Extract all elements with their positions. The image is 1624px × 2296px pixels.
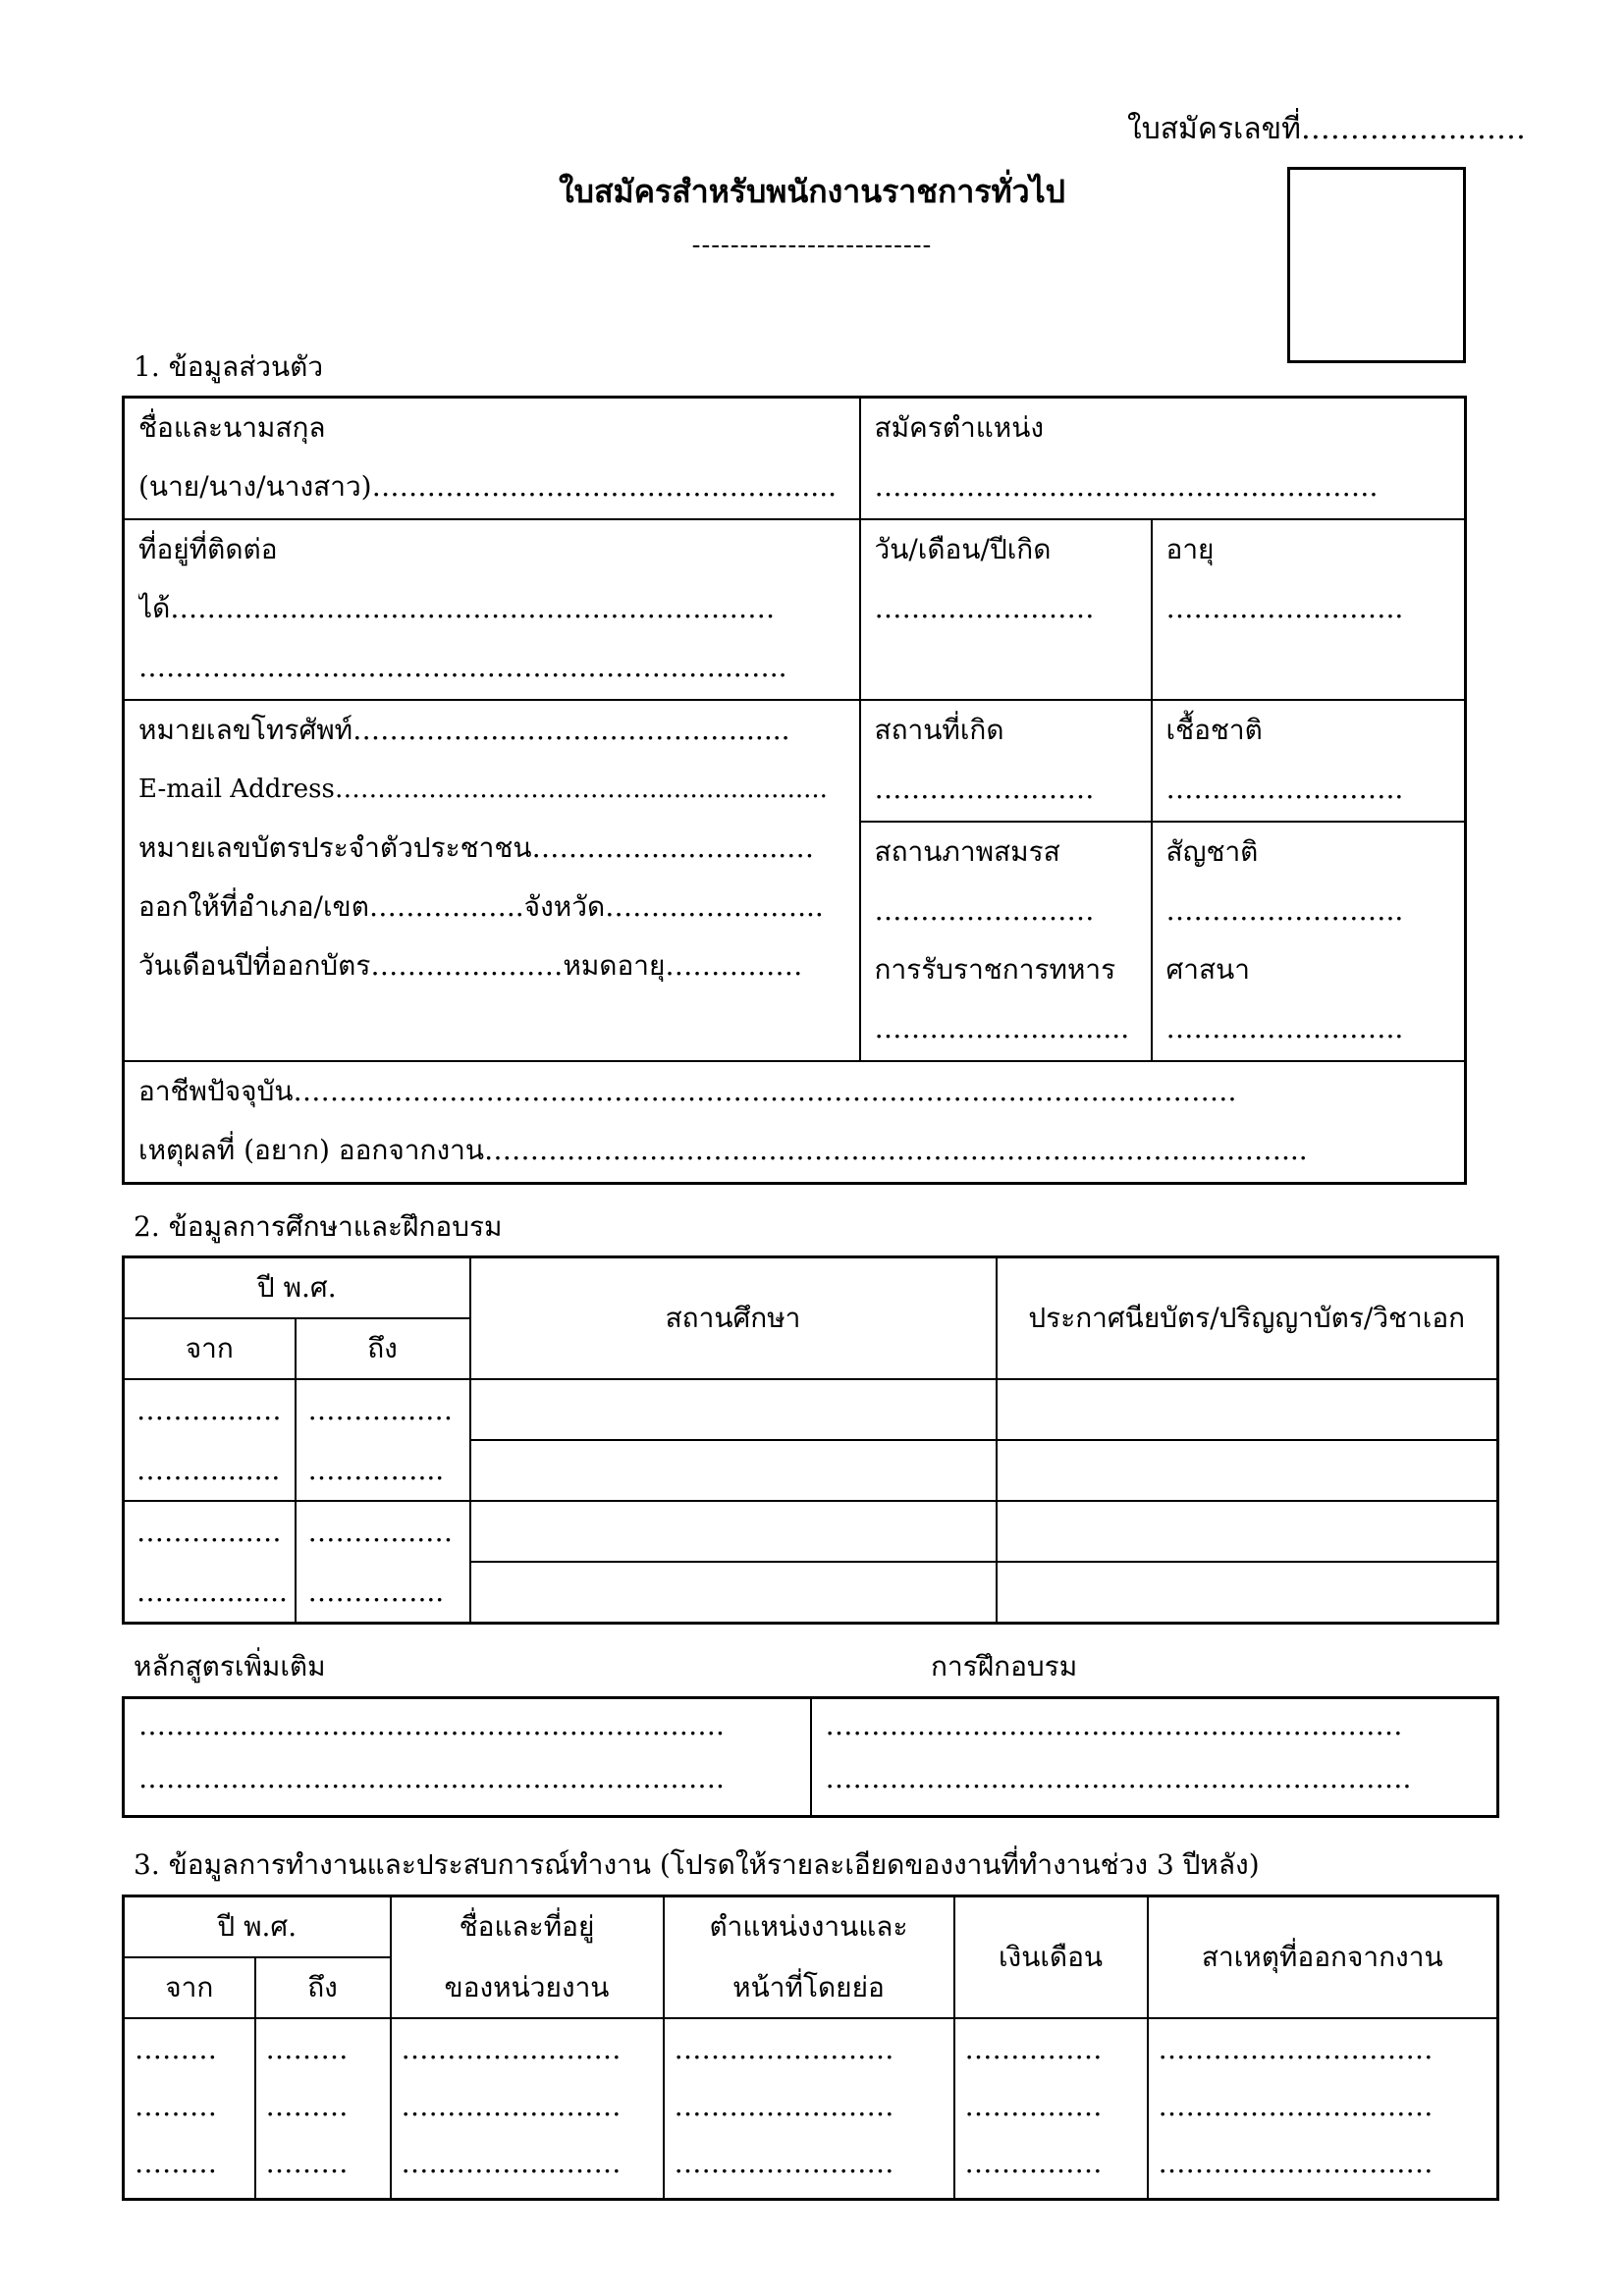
religion-line: ……………………..: [1165, 1012, 1404, 1044]
dob-cell[interactable]: [860, 519, 1152, 700]
work-position-header-1: ตำแหน่งงานและ: [709, 1910, 908, 1943]
work-org-header: [391, 1896, 664, 2019]
marital-label: สถานภาพสมรส: [874, 835, 1060, 868]
military-line: ……………………....: [874, 1012, 1130, 1044]
training-line-2: ……………………………………………………….: [825, 1762, 1412, 1794]
issued-line: ออกให้ที่อำเภอ/เขต……………..จังหวัด…………………...: [138, 890, 824, 923]
name-cell[interactable]: [124, 398, 860, 520]
extra-line-2: ……………………………………………………….: [138, 1762, 725, 1794]
courses-training-table: [122, 1696, 1499, 1818]
work-to-line: ………: [265, 2147, 349, 2179]
training-label: การฝึกอบรม: [931, 1650, 1078, 1682]
contact-id-cell[interactable]: [124, 700, 860, 1061]
work-salary-line: ……………: [964, 2147, 1103, 2179]
work-position-cell[interactable]: [664, 2018, 954, 2200]
edu-school-cell[interactable]: [470, 1379, 997, 1440]
work-salary-cell[interactable]: [954, 2018, 1148, 2200]
work-to-line: ………: [265, 2090, 349, 2122]
ethnicity-line: ……………………..: [1165, 773, 1404, 805]
work-reason-cell[interactable]: [1148, 2018, 1498, 2200]
edu-to-cell[interactable]: ………....…: [296, 1501, 470, 1562]
work-from-header: จาก: [124, 1957, 255, 2018]
work-org-line: ……………………: [401, 2147, 622, 2179]
work-to-cell[interactable]: [255, 2018, 391, 2200]
age-label: อายุ: [1165, 533, 1215, 565]
work-reason-line: …………………………: [1158, 2033, 1434, 2065]
address-line-2: ………………………………………………………...…..: [138, 651, 787, 683]
religion-label: ศาสนา: [1165, 953, 1250, 986]
photo-box: [1287, 167, 1466, 363]
ethnicity-cell[interactable]: [1152, 700, 1466, 822]
training-cell[interactable]: [811, 1698, 1498, 1817]
work-org-cell[interactable]: [391, 2018, 664, 2200]
edu-to-cell[interactable]: …………...: [296, 1562, 470, 1624]
edu-degree-cell[interactable]: [997, 1501, 1498, 1562]
dob-line: ……………………: [874, 592, 1095, 624]
address-line-1: ได้…………………………………………………………: [138, 592, 776, 624]
edu-degree-cell[interactable]: [997, 1562, 1498, 1624]
edu-from-cell[interactable]: ………....…: [124, 1379, 296, 1440]
work-salary-header: เงินเดือน: [954, 1896, 1148, 2019]
work-experience-table: [122, 1895, 1499, 2201]
work-org-line: ……………………: [401, 2090, 622, 2122]
work-from-line: ………: [135, 2147, 217, 2179]
work-org-header-2: ของหน่วยงาน: [444, 1971, 610, 2003]
marital-military-cell[interactable]: [860, 822, 1152, 1061]
work-from-line: ………: [135, 2090, 217, 2122]
work-position-header-2: หน้าที่โดยย่อ: [732, 1971, 885, 2003]
marital-line: ……………………: [874, 894, 1095, 927]
edu-degree-header: ประกาศนียบัตร/ปริญญาบัตร/วิชาเอก: [997, 1257, 1498, 1380]
edu-from-cell[interactable]: ………....…: [124, 1501, 296, 1562]
work-org-line: ……………………: [401, 2033, 622, 2065]
personal-info-table: [122, 396, 1467, 1185]
title-divider: -------------------------: [691, 231, 933, 260]
email-line: E-mail Address……………………………….......................: [138, 774, 828, 804]
work-from-line: ………: [135, 2033, 217, 2065]
edu-to-cell[interactable]: …………...: [296, 1440, 470, 1501]
work-position-header: [664, 1896, 954, 2019]
edu-to-cell[interactable]: ………....…: [296, 1379, 470, 1440]
training-line-1: ………………………………………………………: [825, 1709, 1403, 1741]
section1-heading: 1. ข้อมูลส่วนตัว: [134, 350, 324, 383]
extra-courses-label: หลักสูตรเพิ่มเติม: [134, 1650, 326, 1682]
occupation-cell[interactable]: [124, 1061, 1466, 1184]
address-label: ที่อยู่ที่ติดต่อ: [138, 533, 278, 565]
work-position-line: ……………………: [674, 2090, 894, 2122]
edu-degree-cell[interactable]: [997, 1440, 1498, 1501]
work-position-line: ……………………: [674, 2033, 894, 2065]
nationality-line: ……………………..: [1165, 894, 1404, 927]
ethnicity-label: เชื้อชาติ: [1165, 714, 1263, 746]
form-title: ใบสมัครสำหรับพนักงานราชการทั่วไป: [559, 173, 1065, 210]
work-position-line: ……………………: [674, 2147, 894, 2179]
education-table: [122, 1255, 1499, 1625]
edu-school-cell[interactable]: [470, 1501, 997, 1562]
age-cell[interactable]: [1152, 519, 1466, 700]
work-reason-header: สาเหตุที่ออกจากงาน: [1148, 1896, 1498, 2019]
birthplace-line: ……………………: [874, 773, 1095, 805]
extra-courses-cell[interactable]: [124, 1698, 811, 1817]
edu-year-header: ปี พ.ศ.: [124, 1257, 470, 1319]
phone-line: หมายเลขโทรศัพท์……………………………………......: [138, 714, 790, 746]
dob-label: วัน/เดือน/ปีเกิด: [874, 533, 1052, 565]
work-org-header-1: ชื่อและที่อยู่: [459, 1910, 595, 1943]
issue-date-line: วันเดือนปีที่ออกบัตร…………………หมดอายุ……………: [138, 949, 803, 982]
name-label: ชื่อและนามสกุล: [138, 411, 326, 444]
section3-heading: 3. ข้อมูลการทำงานและประสบการณ์ทำงาน (โปรดให้รายละเอียดของงานที่ทำงานช่วง 3 ปีหลัง): [134, 1848, 1260, 1881]
edu-school-header: สถานศึกษา: [470, 1257, 997, 1380]
work-to-line: ………: [265, 2033, 349, 2065]
edu-from-cell[interactable]: ……….......: [124, 1440, 296, 1501]
birthplace-cell[interactable]: [860, 700, 1152, 822]
nationality-label: สัญชาติ: [1165, 835, 1259, 868]
position-cell[interactable]: [860, 398, 1466, 520]
extra-line-1: ……………………………………………………….: [138, 1709, 725, 1741]
nationality-religion-cell[interactable]: [1152, 822, 1466, 1061]
work-salary-line: ……………: [964, 2033, 1103, 2065]
work-reason-line: …………………………: [1158, 2090, 1434, 2122]
reason-leave-line: เหตุผลที่ (อยาก) ออกจากงาน……………………………………………………………………………...: [138, 1134, 1308, 1166]
work-to-header: ถึง: [255, 1957, 391, 2018]
idcard-line: หมายเลขบัตรประจำตัวประชาชน……………………....…: [138, 831, 815, 864]
work-year-header: ปี พ.ศ.: [124, 1896, 391, 1958]
edu-school-cell[interactable]: [470, 1440, 997, 1501]
work-reason-line: …………………………: [1158, 2147, 1434, 2179]
name-line: (นาย/นาง/นางสาว)………………………………………......: [138, 470, 837, 503]
work-from-cell[interactable]: [124, 2018, 255, 2200]
birthplace-label: สถานที่เกิด: [874, 714, 1004, 746]
occupation-line: อาชีพปัจจุบัน………………………………………………………………………………………….: [138, 1075, 1237, 1107]
position-line: ……………………………………………….: [874, 470, 1379, 503]
edu-school-cell[interactable]: [470, 1562, 997, 1624]
edu-to-header: ถึง: [296, 1318, 470, 1379]
age-line: ……………………..: [1165, 592, 1404, 624]
edu-from-cell[interactable]: ……...........: [124, 1562, 296, 1624]
position-label: สมัครตำแหน่ง: [874, 411, 1045, 444]
edu-degree-cell[interactable]: [997, 1379, 1498, 1440]
edu-from-header: จาก: [124, 1318, 296, 1379]
address-cell[interactable]: [124, 519, 860, 700]
military-label: การรับราชการทหาร: [874, 953, 1116, 986]
application-number: ใบสมัครเลขที่……………..……: [1127, 112, 1526, 146]
section2-heading: 2. ข้อมูลการศึกษาและฝึกอบรม: [134, 1210, 503, 1243]
work-salary-line: ……………: [964, 2090, 1103, 2122]
